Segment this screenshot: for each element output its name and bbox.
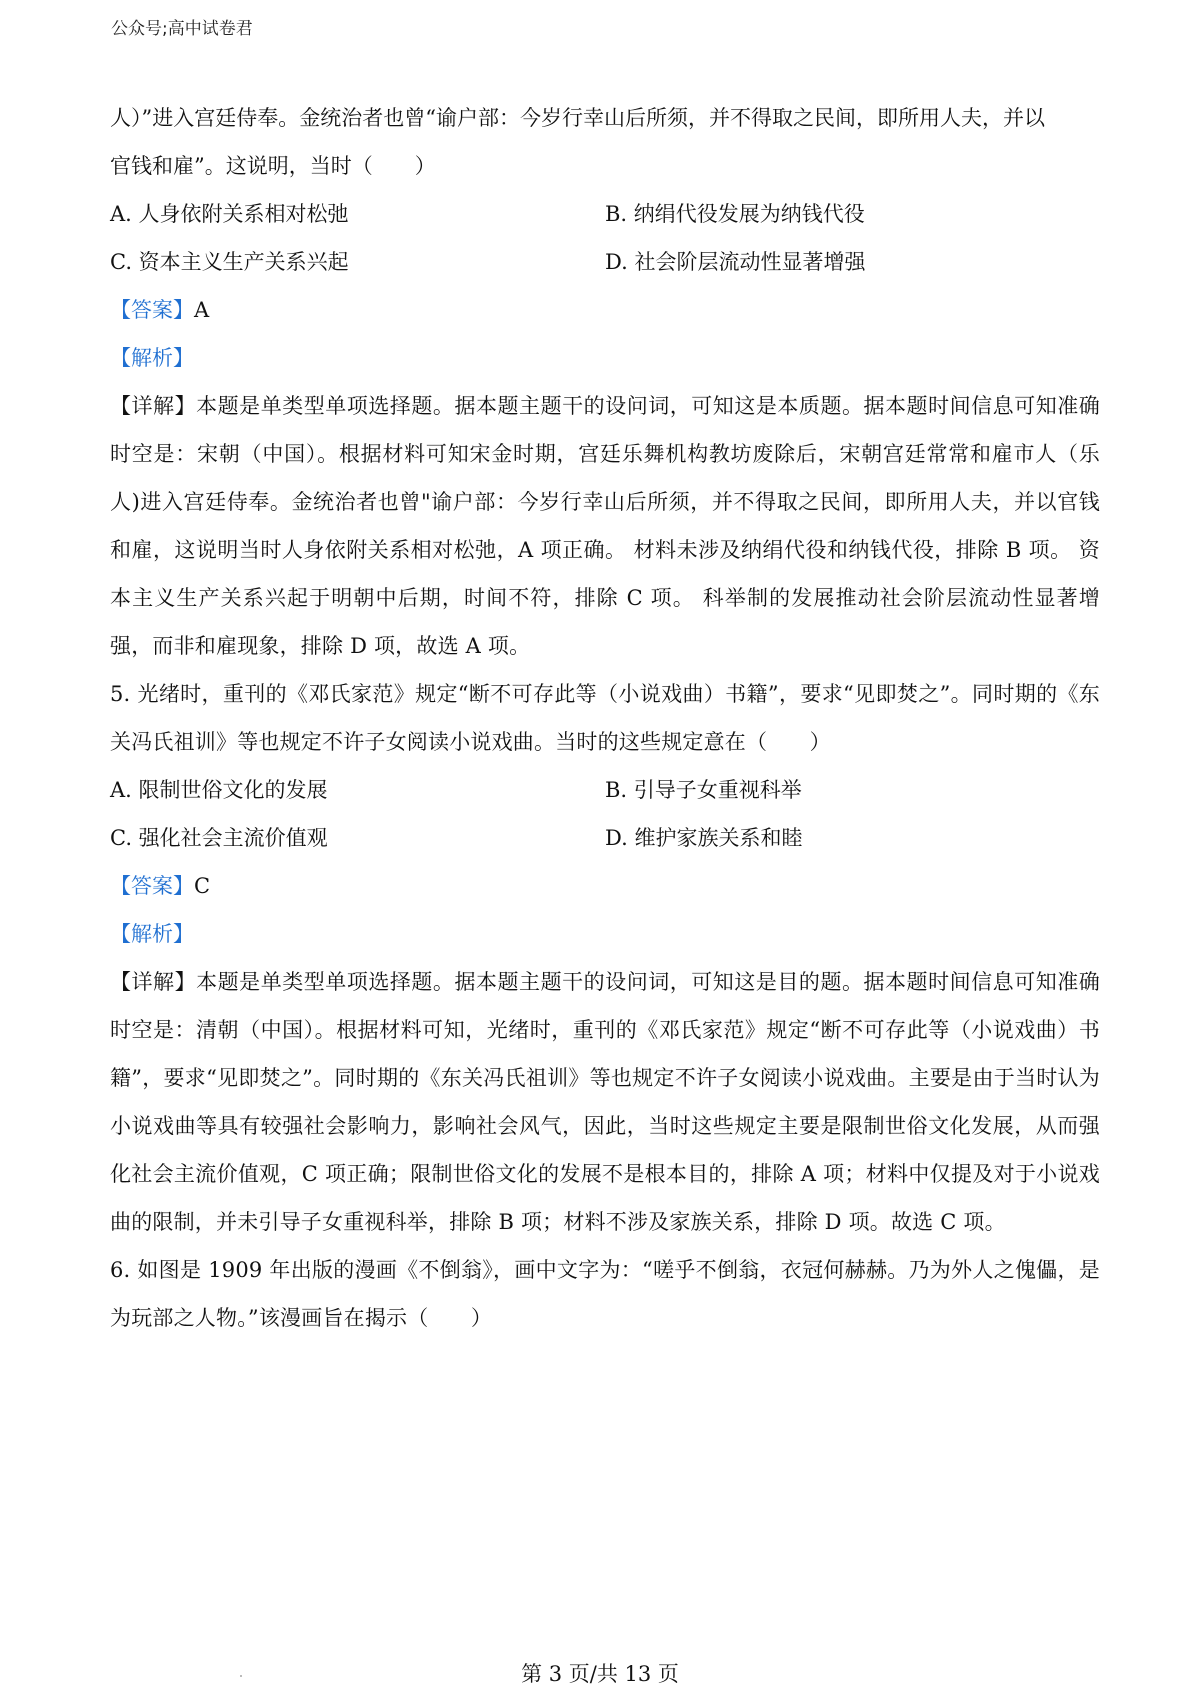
q5-detail (110, 958, 1100, 1246)
q5-options (110, 766, 1100, 862)
q6-stem: 6. 如图是 1909 年出版的漫画《不倒翁》，画中文字为：“嗟乎不倒翁，衣冠何赫赫。乃为外人之傀儡，是为玩部之人物。”该漫画旨在揭示（ ） (110, 1258, 1100, 1330)
q5-answer-label: 【答案】 (110, 874, 194, 898)
q4-stem-line-2: 官钱和雇”。这说明，当时（ ） (110, 154, 436, 178)
q5-analysis-label: 【解析】 (110, 922, 194, 946)
q5-answer-value: C (194, 874, 211, 898)
q4-option-c: C. 资本主义生产关系兴起 (110, 250, 349, 274)
q5-block (110, 670, 1100, 1246)
q4-detail-text: 本题是单类型单项选择题。据本题主题干的设问词，可知这是本质题。据本题时间信息可知准确时空是：宋朝（中国）。根据材料可知宋金时期，宫廷乐舞机构教坊废除后，宋朝宫廷常常和雇市人（乐人)进入宫廷侍奉。金统治者也曾"谕户部：今岁行幸山后所须，并不得取之民间，即所用人夫，并以官钱和雇，这说明当时人身依附关系相对松弛，A 项正确。 材料未涉及纳绢代役和纳钱代役，排除 B 项。 资本主义生产关系兴起于明朝中后期，时间不符，排除 C 项。 科举制的发展推动社会阶层流动性显著增强，而非和雇现象，排除 D 项，故选 A 项。 (110, 394, 1100, 658)
q4-analysis-label: 【解析】 (110, 346, 194, 370)
q5-option-a: A. 限制世俗文化的发展 (110, 778, 328, 802)
q5-analysis (110, 910, 1100, 958)
q5-answer (110, 862, 1100, 910)
q5-option-b: B. 引导子女重视科举 (605, 778, 802, 802)
q4-answer (110, 286, 1100, 334)
q6-block (110, 1246, 1100, 1342)
q4-option-b: B. 纳绢代役发展为纳钱代役 (605, 202, 865, 226)
q4-options (110, 190, 1100, 286)
page-content (110, 94, 1100, 1342)
q4-detail-label: 【详解】 (110, 394, 197, 418)
q4-option-a: A. 人身依附关系相对松弛 (110, 202, 349, 226)
q4-answer-value: A (194, 298, 210, 322)
q5-detail-label: 【详解】 (110, 970, 197, 994)
q5-option-d: D. 维护家族关系和睦 (605, 826, 803, 850)
q5-option-c: C. 强化社会主流价值观 (110, 826, 328, 850)
q4-block (110, 94, 1100, 670)
q5-stem: 5. 光绪时，重刊的《邓氏家范》规定“断不可存此等（小说戏曲）书籍”，要求“见即焚之”。同时期的《东关冯氏祖训》等也规定不许子女阅读小说戏曲。当时的这些规定意在（ ） (110, 682, 1100, 754)
q4-analysis (110, 334, 1100, 382)
q4-stem-line-1: 人）”进入宫廷侍奉。金统治者也曾“谕户部：今岁行幸山后所须，并不得取之民间，即所用人夫，并以 (110, 106, 1045, 130)
page-number: 第 3 页/共 13 页 (521, 1662, 679, 1686)
q4-answer-label: 【答案】 (110, 298, 194, 322)
header-source: 公众号;高中试卷君 (111, 19, 253, 39)
q4-option-d: D. 社会阶层流动性显著增强 (605, 250, 866, 274)
q5-detail-text: 本题是单类型单项选择题。据本题主题干的设问词，可知这是目的题。据本题时间信息可知准确时空是：清朝（中国）。根据材料可知，光绪时，重刊的《邓氏家范》规定“断不可存此等（小说戏曲）书籍”，要求“见即焚之”。同时期的《东关冯氏祖训》等也规定不许子女阅读小说戏曲。主要是由于当时认为小说戏曲等具有较强社会影响力，影响社会风气，因此，当时这些规定主要是限制世俗文化发展，从而强化社会主流价值观，C 项正确；限制世俗文化的发展不是根本目的，排除 A 项；材料中仅提及对于小说戏曲的限制，并未引导子女重视科举，排除 B 项；材料不涉及家族关系，排除 D 项。故选 C 项。 (110, 970, 1100, 1234)
q4-detail (110, 382, 1100, 670)
